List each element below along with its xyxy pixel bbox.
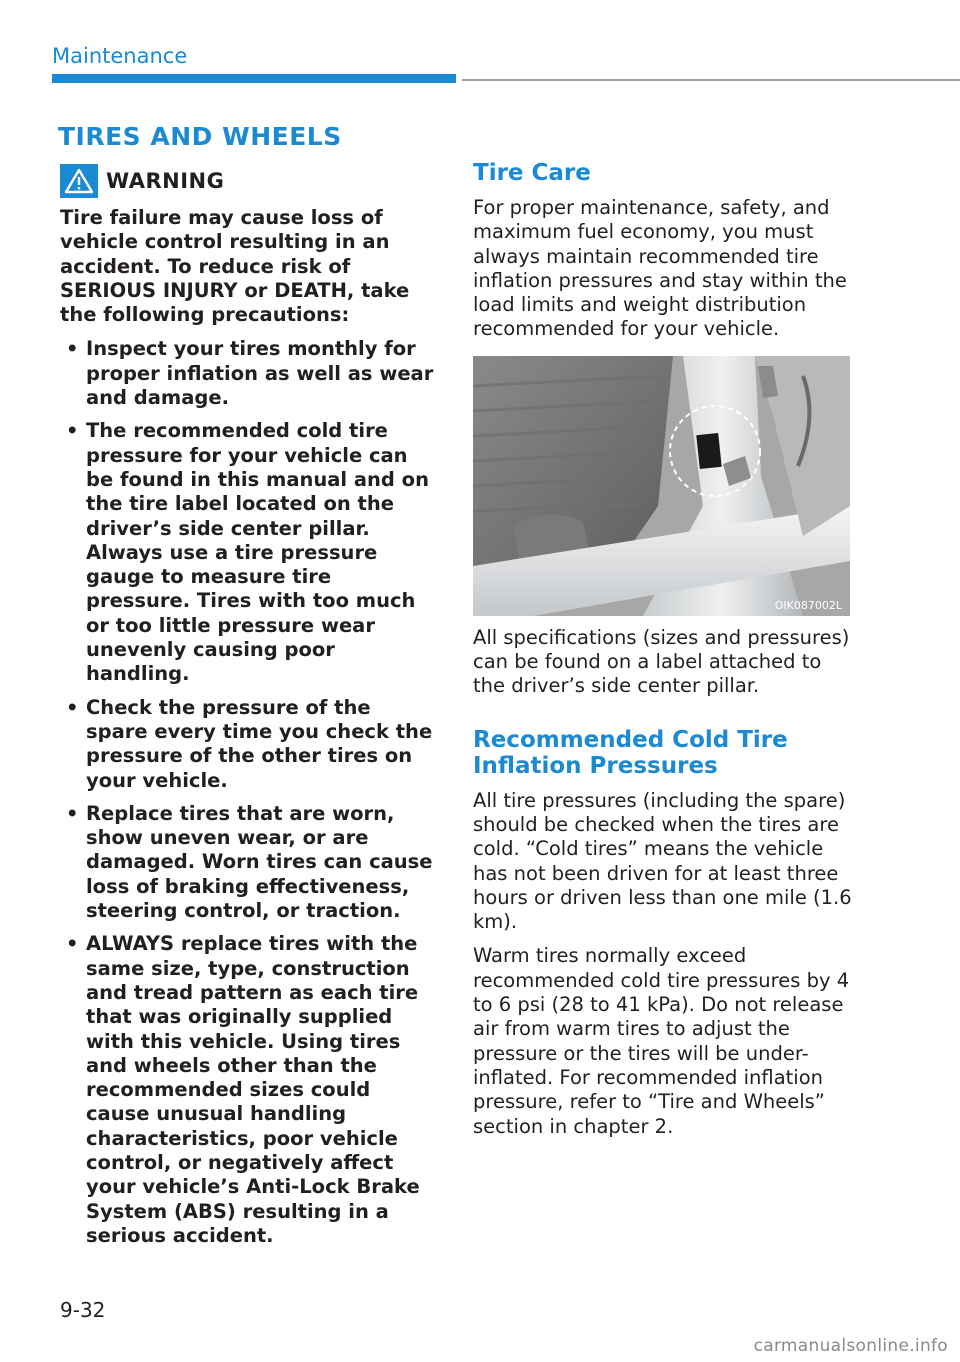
- cold-tire-paragraph: All tire pressures (including the spare) should be checked when the tires are cold. “Cold tires” means the vehicle has not been driven for at least three hours or driven less than one mile (1.6 km).: [473, 788, 852, 934]
- watermark: carmanualsonline.info: [753, 1336, 948, 1356]
- specifications-paragraph: All specifications (sizes and pressures) can be found on a label attached to the driver’s side center pillar.: [473, 625, 850, 698]
- tire-care-paragraph: For proper maintenance, safety, and maximum fuel economy, you must always maintain recommended tire inflation pressures and stay within the load limits and weight distribution recommended for your vehicle.: [473, 196, 847, 341]
- bullet-dot: •: [66, 695, 79, 719]
- warning-intro: Tire failure may cause loss of vehicle control resulting in an accident. To reduce risk of SERIOUS INJURY or DEATH, take the following precautions:: [60, 206, 410, 327]
- warning-item: [60, 932, 438, 1248]
- warning-item-text: Check the pressure of the spare every time you check the pressure of the other tires on your vehicle.: [86, 695, 433, 792]
- warning-item: [60, 419, 438, 686]
- warning-list: [60, 337, 438, 1248]
- bullet-dot: •: [66, 932, 79, 956]
- figure-code: OIK087002L: [774, 598, 842, 612]
- warning-item-text: ALWAYS replace tires with the same size, type, construction and tread pattern as each tire that was originally supplied with this vehicle. Using tires and wheels other than the recommended sizes could cause unusual handling characteristics, poor vehicle control, or negatively affect your vehicle’s Anti-Lock Brake System (ABS) resulting in a serious accident.: [86, 932, 420, 1247]
- warning-box: [60, 164, 438, 1257]
- tire-care-heading: Tire Care: [473, 160, 591, 186]
- warning-item-text: Inspect your tires monthly for proper inflation as well as wear and damage.: [86, 337, 434, 410]
- chapter-header: Maintenance: [52, 44, 188, 68]
- main-column: [473, 160, 853, 1139]
- warning-item-text: The recommended cold tire pressure for your vehicle can be found in this manual and on the tire label located on the driver’s side center pillar. Always use a tire pressure gauge to measure tire pressure. Tires with too much or too little pressure wear unevenly causing poor handling.: [86, 419, 429, 686]
- warning-label: WARNING: [106, 169, 225, 193]
- door-pillar-photo: [473, 356, 850, 616]
- warm-tire-paragraph: Warm tires normally exceed recommended cold tire pressures by 4 to 6 psi (28 to 41 kPa). Do not release air from warm tires to adjust the pressure or the tires will be under-inflated. For recommended inflation pressure, refer to “Tire and Wheels” section in chapter 2.: [473, 944, 850, 1138]
- cold-tire-heading: [473, 727, 853, 779]
- bullet-dot: •: [66, 337, 79, 361]
- warning-header: [60, 164, 438, 198]
- warning-item: [60, 696, 438, 793]
- warning-triangle-icon: [60, 164, 98, 198]
- cold-tire-heading-line2: Inflation Pressures: [473, 752, 718, 779]
- page-number: 9-32: [60, 1298, 106, 1322]
- warning-item-text: Replace tires that are worn, show uneven wear, or are damaged. Worn tires can cause loss of braking effectiveness, steering control, or traction.: [86, 801, 433, 923]
- cold-tire-heading-line1: Recommended Cold Tire: [473, 726, 788, 753]
- header-rule-accent: [52, 74, 456, 83]
- warning-item: [60, 802, 438, 923]
- section-title: TIRES AND WHEELS: [58, 122, 342, 151]
- bullet-dot: •: [66, 419, 79, 443]
- bullet-dot: •: [66, 801, 79, 825]
- header-rule: [462, 79, 960, 81]
- door-pillar-illustration: [473, 356, 850, 616]
- warning-item: [60, 337, 438, 410]
